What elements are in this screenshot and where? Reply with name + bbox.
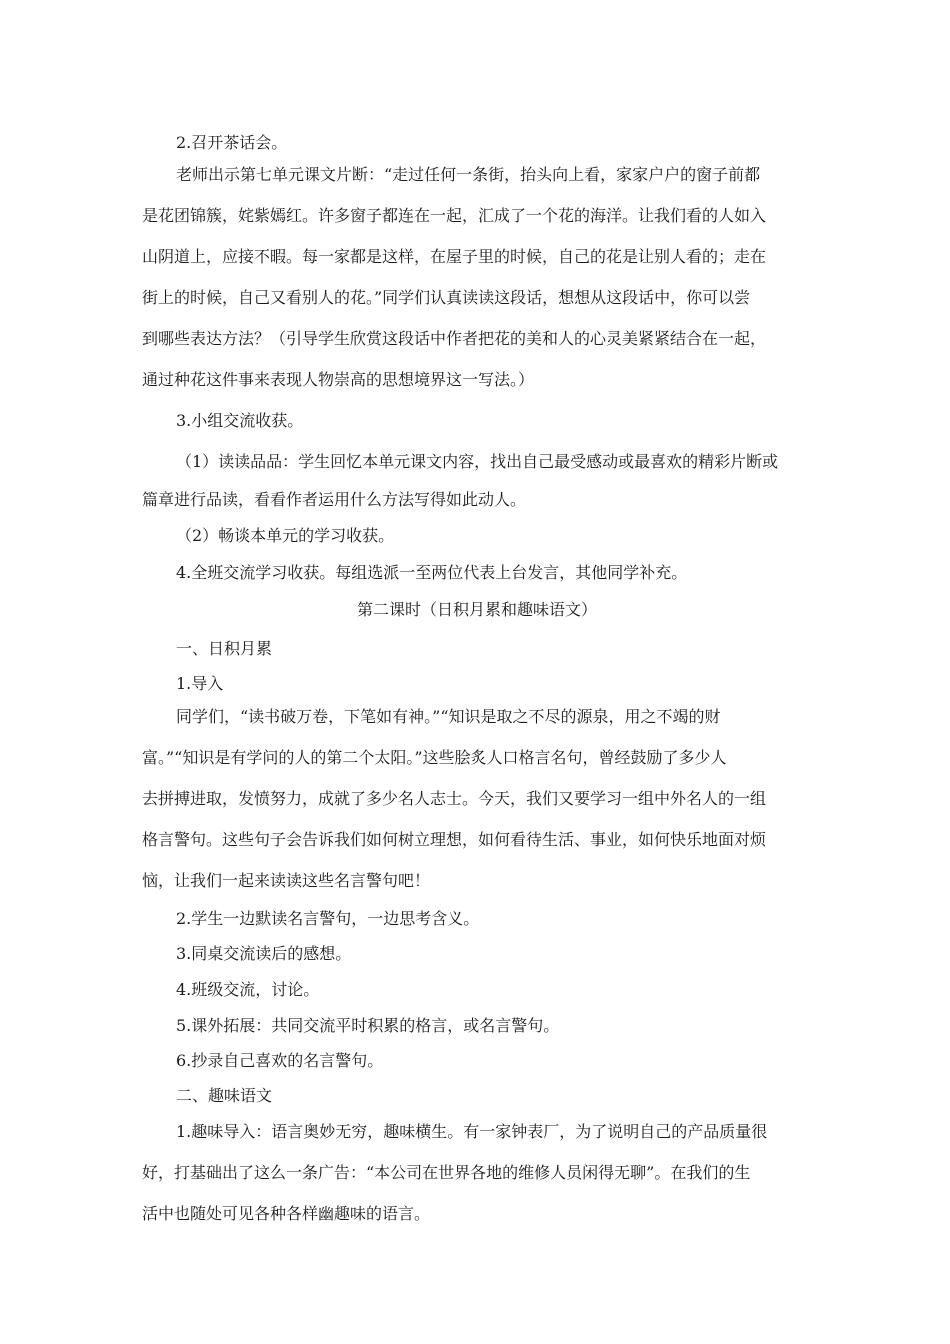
text-line: 富。”“知识是有学问的人的第二个太阳。”这些脍炙人口格言名句，曾经鼓励了多少人 <box>142 748 727 767</box>
text-line: 4.班级交流，讨论。 <box>176 980 320 999</box>
text-line: 格言警句。这些句子会告诉我们如何树立理想，如何看待生活、事业，如何快乐地面对烦 <box>142 830 767 849</box>
text-line: 二、趣味语文 <box>176 1086 273 1105</box>
text-line: 6.抄录自己喜欢的名言警句。 <box>176 1051 384 1070</box>
text-line: 街上的时候，自己又看别人的花。”同学们认真读读这段话，想想从这段话中，你可以尝 <box>142 288 751 307</box>
text-line: 3.同桌交流读后的感想。 <box>176 944 352 963</box>
text-line: 篇章进行品读，看看作者运用什么方法写得如此动人。 <box>142 490 527 509</box>
text-line: 山阴道上，应接不暇。每一家都是这样，在屋子里的时候，自己的花是让别人看的；走在 <box>142 247 767 266</box>
text-line: 5.课外拓展：共同交流平时积累的格言，或名言警句。 <box>176 1016 560 1035</box>
text-line: 同学们，“读书破万卷，下笔如有神。”“知识是取之不尽的源泉，用之不竭的财 <box>176 707 721 726</box>
text-line: 3.小组交流收获。 <box>176 411 304 430</box>
section-heading: 第二课时（日积月累和趣味语文） <box>356 600 597 619</box>
text-line: 一、日积月累 <box>176 639 273 658</box>
text-line: 1.趣味导入：语言奥妙无穷，趣味横生。有一家钟表厂，为了说明自己的产品质量很 <box>176 1122 768 1141</box>
text-line: 2.学生一边默读名言警句，一边思考含义。 <box>176 909 480 928</box>
text-line: （1）读读品品：学生回忆本单元课文内容，找出自己最受感动或最喜欢的精彩片断或 <box>176 452 779 471</box>
text-line: 2.召开茶话会。 <box>176 133 288 152</box>
text-line: 老师出示第七单元课文片断：“走过任何一条街，抬头向上看，家家户户的窗子前都 <box>176 165 761 184</box>
text-line: （2）畅谈本单元的学习收获。 <box>176 526 395 545</box>
text-line: 活中也随处可见各种各样幽趣味的语言。 <box>142 1204 431 1223</box>
text-line: 1.导入 <box>176 674 224 693</box>
text-line: 4.全班交流学习收获。每组选派一至两位代表上台发言，其他同学补充。 <box>176 563 688 582</box>
text-line: 好，打基础出了这么一条广告：“本公司在世界各地的维修人员闲得无聊”。在我们的生 <box>142 1163 751 1182</box>
text-line: 去拼搏进取，发愤努力，成就了多少名人志士。今天，我们又要学习一组中外名人的一组 <box>142 789 767 808</box>
text-line: 是花团锦簇，姹紫嫣红。许多窗子都连在一起，汇成了一个花的海洋。让我们看的人如入 <box>142 206 767 225</box>
text-line: 到哪些表达方法？（引导学生欣赏这段话中作者把花的美和人的心灵美紧紧结合在一起， <box>142 329 767 348</box>
text-line: 恼，让我们一起来读读这些名言警句吧！ <box>142 871 431 890</box>
text-line: 通过种花这件事来表现人物崇高的思想境界这一写法。） <box>142 370 535 389</box>
